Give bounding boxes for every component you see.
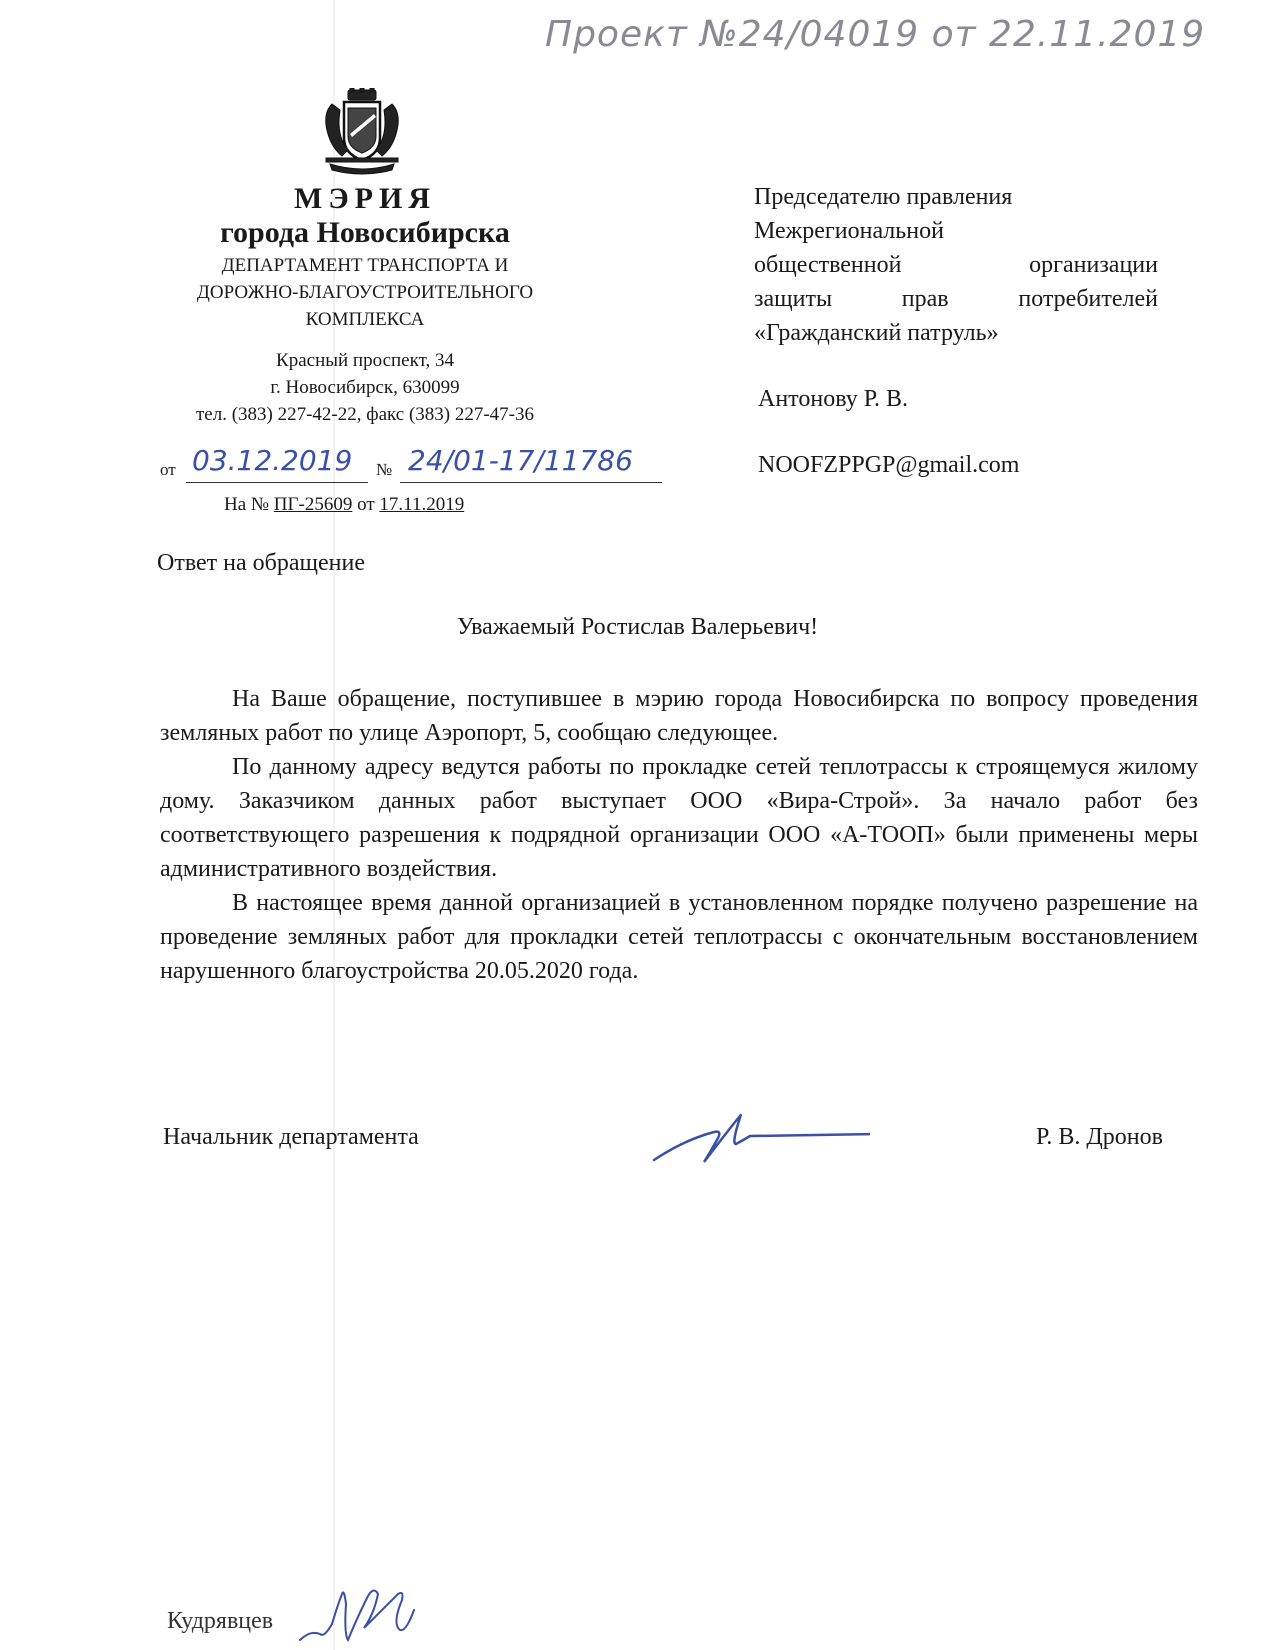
- reference-date-label: от: [357, 494, 375, 515]
- sender-block: [150, 182, 580, 428]
- number-label: №: [376, 460, 393, 479]
- registration-number: 24/01-17/11786: [408, 444, 633, 477]
- address-line: Красный проспект, 34: [276, 350, 454, 371]
- sender-address: [150, 347, 580, 428]
- reference-prefix: На №: [224, 494, 270, 515]
- reference-number: ПГ-25609: [273, 494, 353, 515]
- addressee-line: общественной организации: [754, 252, 1158, 278]
- handwritten-signature-icon: [640, 1100, 870, 1170]
- department-line: ДОРОЖНО-БЛАГОУСТРОИТЕЛЬНОГО: [196, 282, 534, 303]
- org-title: МЭРИЯ: [294, 182, 436, 215]
- address-line: тел. (383) 227-42-22, факс (383) 227-47-36: [195, 404, 535, 425]
- addressee-line: Межрегиональной: [754, 218, 944, 244]
- executor-name: Кудрявцев: [167, 1608, 274, 1634]
- letter-body: [160, 682, 1198, 988]
- project-note: Проект №24/04019 от 22.11.2019: [545, 14, 1206, 55]
- org-city: города Новосибирска: [220, 216, 510, 249]
- addressee-block: [754, 180, 1158, 482]
- department-line: КОМПЛЕКСА: [305, 309, 425, 330]
- signatory-title: Начальник департамента: [163, 1124, 419, 1150]
- reference-line: [224, 494, 464, 516]
- body-paragraph: В настоящее время данной организацией в установленном порядке получено разрешение на проведение земляных работ для прокладки сетей теплотрассы с окончательным восстановлением нарушенного благоустройства 20.05.2020 года.: [160, 890, 1198, 984]
- department-name: [150, 252, 580, 333]
- reference-date: 17.11.2019: [379, 494, 465, 515]
- executor-initials-icon: [290, 1560, 480, 1650]
- addressee-email: NOOFZPPGP@gmail.com: [758, 452, 1020, 478]
- coat-of-arms-icon: [312, 88, 412, 178]
- date-label: от: [160, 460, 176, 479]
- registration-date: 03.12.2019: [192, 444, 353, 477]
- signatory-name: Р. В. Дронов: [1036, 1124, 1163, 1150]
- number-underline: [400, 482, 662, 483]
- body-paragraph: По данному адресу ведутся работы по прокладке сетей теплотрассы к строящемуся жилому дому. Заказчиком данных работ выступает ООО «Вира-Строй». За начало работ без соответствующего разрешения к подрядной организации ООО «А-ТООП» были применены меры административного воздействия.: [160, 754, 1198, 882]
- registration-line: [160, 444, 680, 484]
- address-line: г. Новосибирск, 630099: [270, 377, 460, 398]
- body-paragraph: На Ваше обращение, поступившее в мэрию города Новосибирска по вопросу проведения земляных работ по улице Аэропорт, 5, сообщаю следующее.: [160, 686, 1198, 746]
- addressee-line: Председателю правления: [754, 184, 1013, 210]
- addressee-line: защиты прав потребителей: [754, 286, 1158, 312]
- date-underline: [186, 482, 368, 483]
- addressee-name: Антонову Р. В.: [758, 386, 909, 412]
- department-line: ДЕПАРТАМЕНТ ТРАНСПОРТА И: [221, 255, 509, 276]
- addressee-line: «Гражданский патруль»: [754, 320, 999, 346]
- letter-subject: Ответ на обращение: [157, 550, 365, 576]
- letter-greeting: Уважаемый Ростислав Валерьевич!: [456, 614, 819, 640]
